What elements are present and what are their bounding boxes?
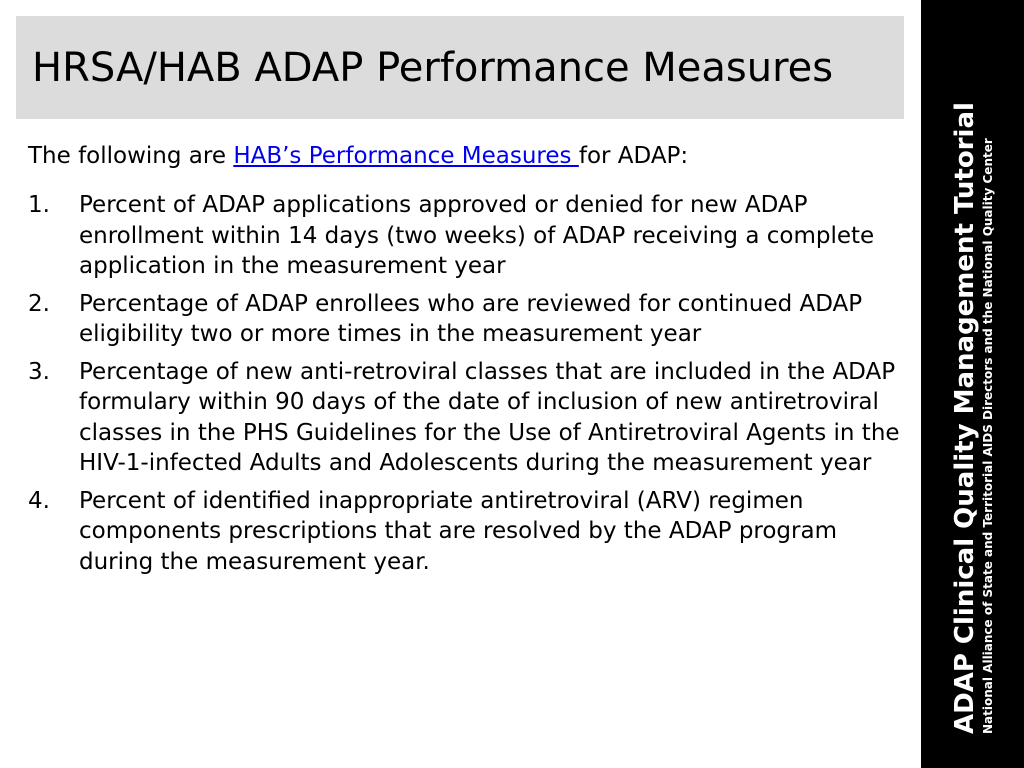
sidebar-organizations: National Alliance of State and Territorial AIDS Directors and the National Quality Center — [980, 138, 995, 734]
sidebar-tutorial-title: ADAP Clinical Quality Management Tutorial — [949, 102, 980, 734]
sidebar-banner — [921, 0, 1024, 768]
list-item — [28, 289, 904, 350]
performance-measures-link[interactable]: HAB’s Performance Measures — [233, 143, 579, 169]
list-item-number: 4. — [28, 487, 50, 514]
list-item-text: Percent of identified inappropriate antiretroviral (ARV) regimen components prescriptions that are resolved by the ADAP program during the measurement year. — [79, 487, 837, 575]
list-item-text: Percentage of ADAP enrollees who are reviewed for continued ADAP eligibility two or more times in the measurement year — [79, 290, 863, 347]
measures-list — [28, 190, 904, 577]
title-bar — [16, 16, 904, 119]
list-item-number: 1. — [28, 192, 50, 218]
slide-title: HRSA/HAB ADAP Performance Measures — [32, 44, 834, 91]
list-item-number: 2. — [28, 290, 50, 317]
sidebar-text-block — [950, 34, 996, 734]
list-item — [28, 357, 904, 479]
list-item — [28, 486, 904, 578]
intro-paragraph — [28, 140, 904, 172]
list-item — [28, 190, 904, 282]
list-item-number: 3. — [28, 358, 50, 385]
intro-text-before: The following are — [28, 143, 234, 169]
intro-text-after: for ADAP: — [578, 143, 689, 169]
slide-content — [28, 140, 904, 584]
list-item-text: Percentage of new anti-retroviral classes that are included in the ADAP formulary within 90 days of the date of inclusion of new antiretroviral classes in the PHS Guidelines for the Use of Antiretroviral Agents in the HIV-1-infected Adults and Adolescents during the measurement year — [79, 358, 900, 476]
list-item-text: Percent of ADAP applications approved or denied for new ADAP enrollment within 14 days (two weeks) of ADAP receiving a complete application in the measurement year — [79, 192, 875, 279]
